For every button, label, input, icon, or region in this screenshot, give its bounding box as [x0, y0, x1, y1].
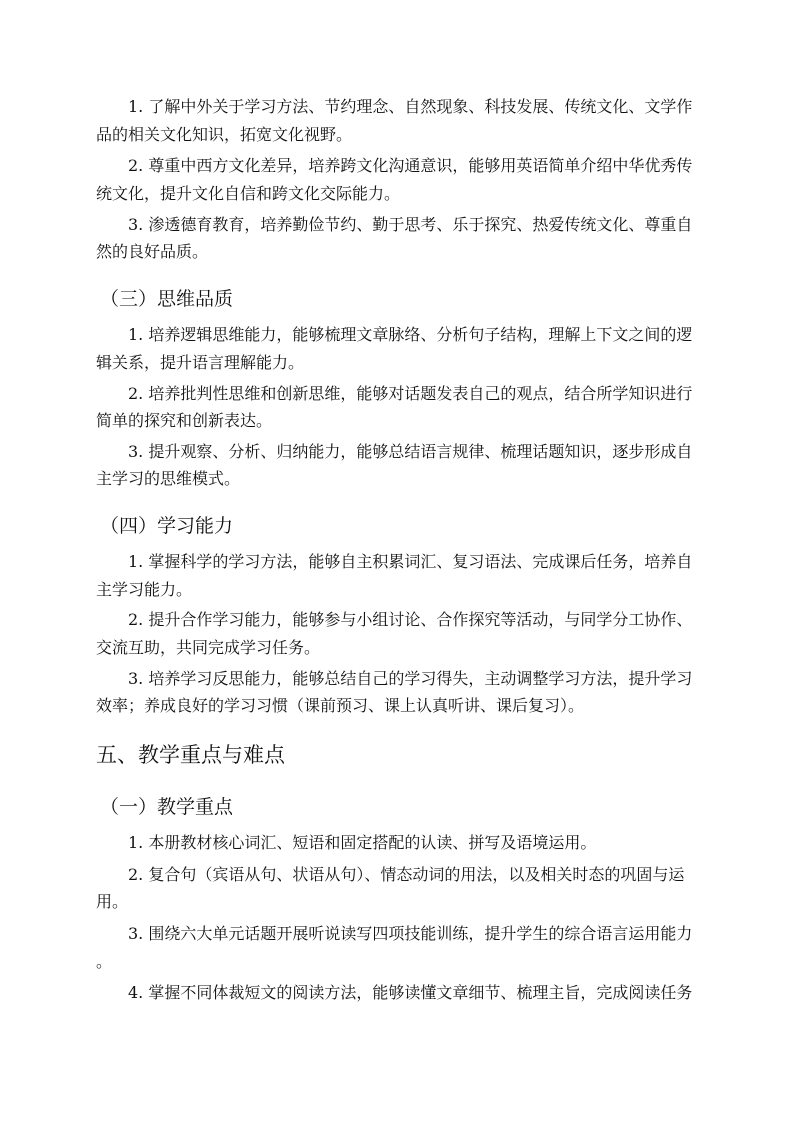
culture-item-3-line-2: 然的良好品质。	[96, 242, 209, 261]
culture-item-3-line-1: 3. 渗透德育教育，培养勤俭节约、勤于思考、乐于探究、热爱传统文化、尊重自	[128, 215, 693, 234]
learning-item-2-line-1: 2. 提升合作学习能力，能够参与小组讨论、合作探究等活动，与同学分工协作、	[128, 610, 693, 629]
thinking-item-2-line-2: 简单的探究和创新表达。	[96, 411, 273, 430]
learning-item-2-line-2: 交流互助，共同完成学习任务。	[96, 638, 321, 657]
keypoints-item-1-line-1: 1. 本册教材核心词汇、短语和固定搭配的认读、拼写及语境运用。	[128, 833, 597, 852]
keypoints-item-2-line-2: 用。	[96, 892, 129, 911]
keypoints-item-3-line-2: 。	[96, 952, 113, 971]
culture-item-1-line-1: 1. 了解中外关于学习方法、节约理念、自然现象、科技发展、传统文化、文学作	[128, 97, 693, 116]
learning-item-1-line-1: 1. 掌握科学的学习方法，能够自主积累词汇、复习语法、完成课后任务，培养自	[128, 552, 693, 571]
culture-item-2-line-2: 统文化，提升文化自信和跨文化交际能力。	[96, 184, 401, 203]
learning-item-3-line-1: 3. 培养学习反思能力，能够总结自己的学习得失，主动调整学习方法，提升学习	[128, 669, 693, 688]
learning-item-1-line-2: 主学习能力。	[96, 580, 193, 599]
keypoints-subheading: （一）教学重点	[100, 796, 234, 818]
thinking-item-3-line-2: 主学习的思维模式。	[96, 469, 241, 488]
keypoints-item-3-line-1: 3. 围绕六大单元话题开展听说读写四项技能训练，提升学生的综合语言运用能力	[128, 924, 693, 943]
culture-item-2-line-1: 2. 尊重中西方文化差异，培养跨文化沟通意识，能够用英语简单介绍中华优秀传	[128, 156, 693, 175]
keypoints-item-4-line-1: 4. 掌握不同体裁短文的阅读方法，能够读懂文章细节、梳理主旨，完成阅读任务	[128, 983, 693, 1002]
thinking-heading: （三）思维品质	[100, 288, 234, 310]
thinking-item-1-line-1: 1. 培养逻辑思维能力，能够梳理文章脉络、分析句子结构，理解上下文之间的逻	[128, 325, 693, 344]
keypoints-heading: 五、教学重点与难点	[96, 743, 285, 767]
learning-item-3-line-2: 效率；养成良好的学习习惯（课前预习、课上认真听讲、课后复习）。	[96, 696, 585, 715]
thinking-item-3-line-1: 3. 提升观察、分析、归纳能力，能够总结语言规律、梳理话题知识，逐步形成自	[128, 442, 693, 461]
thinking-item-1-line-2: 辑关系，提升语言理解能力。	[96, 353, 305, 372]
keypoints-item-2-line-1: 2. 复合句（宾语从句、状语从句）、情态动词的用法，以及相关时态的巩固与运	[128, 865, 685, 884]
culture-item-1-line-2: 品的相关文化知识，拓宽文化视野。	[96, 125, 353, 144]
learning-heading: （四）学习能力	[100, 515, 234, 537]
thinking-item-2-line-1: 2. 培养批判性思维和创新思维，能够对话题发表自己的观点，结合所学知识进行	[128, 384, 693, 403]
